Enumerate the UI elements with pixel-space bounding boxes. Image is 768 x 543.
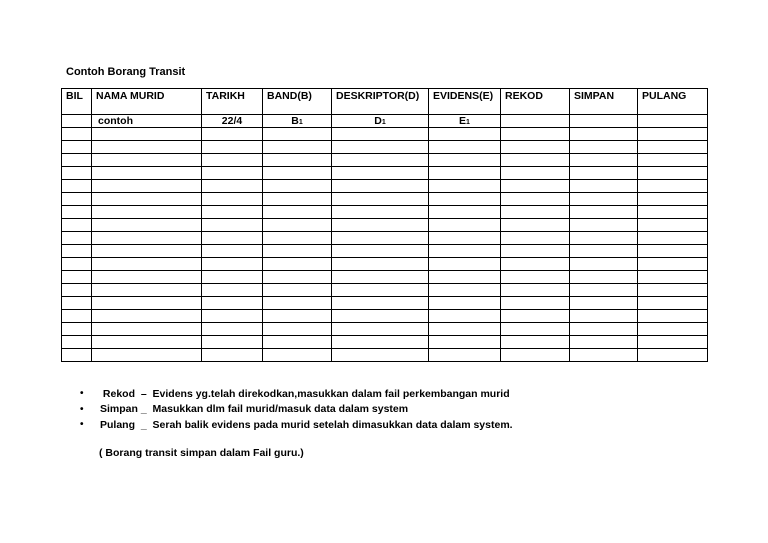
table-cell[interactable] xyxy=(263,310,332,323)
table-cell[interactable] xyxy=(263,245,332,258)
table-cell[interactable] xyxy=(92,271,202,284)
table-cell[interactable] xyxy=(429,154,501,167)
table-cell[interactable] xyxy=(332,232,429,245)
table-cell[interactable] xyxy=(202,193,263,206)
table-cell[interactable] xyxy=(429,349,501,362)
cell-nama[interactable]: contoh xyxy=(92,115,202,128)
table-cell[interactable] xyxy=(92,349,202,362)
table-cell[interactable] xyxy=(263,180,332,193)
evidens-value: E xyxy=(459,115,467,127)
table-cell[interactable] xyxy=(92,323,202,336)
table-cell[interactable] xyxy=(570,245,638,258)
table-row xyxy=(62,141,708,154)
bullet-icon: • xyxy=(80,403,84,415)
table-cell[interactable] xyxy=(202,206,263,219)
table-cell[interactable] xyxy=(638,180,708,193)
table-cell[interactable] xyxy=(429,232,501,245)
cell-bil[interactable] xyxy=(62,115,92,128)
table-cell[interactable] xyxy=(92,180,202,193)
bullet-icon: • xyxy=(80,388,84,400)
table-cell[interactable] xyxy=(62,297,92,310)
table-cell[interactable] xyxy=(501,180,570,193)
table-cell[interactable] xyxy=(202,232,263,245)
table-cell[interactable] xyxy=(62,271,92,284)
table-row xyxy=(62,349,708,362)
table-cell[interactable] xyxy=(501,154,570,167)
table-cell[interactable] xyxy=(332,141,429,154)
table-cell[interactable] xyxy=(62,232,92,245)
table-cell[interactable] xyxy=(332,336,429,349)
table-cell[interactable] xyxy=(638,167,708,180)
table-cell[interactable] xyxy=(501,141,570,154)
table-cell[interactable] xyxy=(638,128,708,141)
table-row xyxy=(62,180,708,193)
header-pulang: PULANG xyxy=(638,89,708,115)
header-rekod: REKOD xyxy=(501,89,570,115)
table-cell[interactable] xyxy=(202,154,263,167)
table-cell[interactable] xyxy=(638,336,708,349)
table-cell[interactable] xyxy=(429,167,501,180)
table-cell[interactable] xyxy=(202,180,263,193)
table-cell[interactable] xyxy=(638,258,708,271)
table-cell[interactable] xyxy=(202,128,263,141)
table-cell[interactable] xyxy=(62,206,92,219)
table-cell[interactable] xyxy=(638,349,708,362)
header-tarikh: TARIKH xyxy=(202,89,263,115)
table-cell[interactable] xyxy=(501,219,570,232)
table-cell[interactable] xyxy=(638,297,708,310)
table-cell[interactable] xyxy=(638,310,708,323)
table-cell[interactable] xyxy=(429,271,501,284)
transit-form-table xyxy=(61,88,708,362)
bullet-icon: • xyxy=(80,419,84,431)
table-cell[interactable] xyxy=(202,167,263,180)
table-cell[interactable] xyxy=(332,206,429,219)
table-cell[interactable] xyxy=(332,297,429,310)
table-cell[interactable] xyxy=(501,284,570,297)
table-cell[interactable] xyxy=(638,245,708,258)
evidens-subscript: 1 xyxy=(466,119,470,126)
table-cell[interactable] xyxy=(570,310,638,323)
table-cell[interactable] xyxy=(570,141,638,154)
table-row xyxy=(62,297,708,310)
table-cell[interactable] xyxy=(570,128,638,141)
table-cell[interactable] xyxy=(332,310,429,323)
note-text: Pulang _ Serah balik evidens pada murid setelah dimasukkan data dalam system. xyxy=(100,418,513,431)
table-header-row xyxy=(62,89,708,115)
table-cell[interactable] xyxy=(638,284,708,297)
table-cell[interactable] xyxy=(429,284,501,297)
deskriptor-subscript: 1 xyxy=(381,119,386,126)
table-cell[interactable] xyxy=(92,193,202,206)
table-row xyxy=(62,128,708,141)
table-cell[interactable] xyxy=(263,154,332,167)
footer-note: ( Borang transit simpan dalam Fail guru.) xyxy=(99,447,304,459)
table-cell[interactable] xyxy=(501,323,570,336)
table-cell[interactable] xyxy=(263,206,332,219)
band-value: B xyxy=(291,115,299,127)
table-cell[interactable] xyxy=(92,297,202,310)
table-cell[interactable] xyxy=(332,128,429,141)
table-cell[interactable] xyxy=(92,336,202,349)
table-cell[interactable] xyxy=(570,336,638,349)
note-simpan xyxy=(80,402,513,418)
table-cell[interactable] xyxy=(570,258,638,271)
table-cell[interactable] xyxy=(263,336,332,349)
table-cell[interactable] xyxy=(638,154,708,167)
header-evidens: EVIDENS(E) xyxy=(429,89,501,115)
table-cell[interactable] xyxy=(429,258,501,271)
table-cell[interactable] xyxy=(570,271,638,284)
table-cell[interactable] xyxy=(263,323,332,336)
table-cell[interactable] xyxy=(429,193,501,206)
table-cell[interactable] xyxy=(202,271,263,284)
table-cell[interactable] xyxy=(62,154,92,167)
table-row xyxy=(62,245,708,258)
table-cell[interactable] xyxy=(332,271,429,284)
notes-list xyxy=(80,386,513,433)
table-cell[interactable] xyxy=(501,245,570,258)
note-text: Simpan _ Masukkan dlm fail murid/masuk data dalam system xyxy=(100,403,409,416)
table-row xyxy=(62,310,708,323)
table-cell[interactable] xyxy=(92,128,202,141)
table-cell[interactable] xyxy=(429,310,501,323)
table-cell[interactable] xyxy=(570,284,638,297)
note-pulang xyxy=(80,417,513,433)
table-row xyxy=(62,323,708,336)
cell-tarikh[interactable]: 22/4 xyxy=(202,115,263,128)
table-cell[interactable] xyxy=(62,349,92,362)
table-cell[interactable] xyxy=(92,258,202,271)
cell-evidens[interactable] xyxy=(429,115,501,128)
table-cell[interactable] xyxy=(638,232,708,245)
table-cell[interactable] xyxy=(263,232,332,245)
table-cell[interactable] xyxy=(332,219,429,232)
table-cell[interactable] xyxy=(202,323,263,336)
table-cell[interactable] xyxy=(263,284,332,297)
table-cell[interactable] xyxy=(62,310,92,323)
form-title: Contoh Borang Transit xyxy=(66,66,186,78)
table-cell[interactable] xyxy=(263,297,332,310)
table-cell[interactable] xyxy=(429,206,501,219)
table-row xyxy=(62,284,708,297)
table-cell[interactable] xyxy=(263,128,332,141)
table-cell[interactable] xyxy=(62,323,92,336)
table-cell[interactable] xyxy=(429,141,501,154)
cell-simpan[interactable] xyxy=(570,115,638,128)
table-cell[interactable] xyxy=(202,310,263,323)
table-cell[interactable] xyxy=(92,154,202,167)
table-cell[interactable] xyxy=(501,349,570,362)
table-row xyxy=(62,271,708,284)
table-cell[interactable] xyxy=(501,258,570,271)
table-cell[interactable] xyxy=(332,180,429,193)
table-row xyxy=(62,167,708,180)
deskriptor-value: D xyxy=(374,115,382,127)
cell-pulang[interactable] xyxy=(638,115,708,128)
note-text: Rekod – Evidens yg.telah direkodkan,masukkan dalam fail perkembangan murid xyxy=(100,387,510,400)
table-cell[interactable] xyxy=(332,154,429,167)
table-cell[interactable] xyxy=(92,284,202,297)
table-row xyxy=(62,232,708,245)
table-cell[interactable] xyxy=(332,258,429,271)
table-cell[interactable] xyxy=(263,349,332,362)
table-cell[interactable] xyxy=(429,245,501,258)
table-cell[interactable] xyxy=(570,297,638,310)
table-row xyxy=(62,193,708,206)
table-row xyxy=(62,154,708,167)
table-cell[interactable] xyxy=(501,310,570,323)
table-cell[interactable] xyxy=(429,336,501,349)
table-cell[interactable] xyxy=(501,336,570,349)
table-cell[interactable] xyxy=(570,323,638,336)
table-cell[interactable] xyxy=(202,297,263,310)
table-cell[interactable] xyxy=(638,271,708,284)
cell-rekod[interactable] xyxy=(501,115,570,128)
table-cell[interactable] xyxy=(638,193,708,206)
table-cell[interactable] xyxy=(501,271,570,284)
table-cell[interactable] xyxy=(202,219,263,232)
table-cell[interactable] xyxy=(332,193,429,206)
table-cell[interactable] xyxy=(92,245,202,258)
example-row xyxy=(62,115,708,128)
table-row xyxy=(62,206,708,219)
table-cell[interactable] xyxy=(570,193,638,206)
table-cell[interactable] xyxy=(62,167,92,180)
table-cell[interactable] xyxy=(202,284,263,297)
table-cell[interactable] xyxy=(62,258,92,271)
note-rekod xyxy=(80,386,513,402)
header-deskriptor: DESKRIPTOR(D) xyxy=(332,89,429,115)
table-cell[interactable] xyxy=(202,258,263,271)
table-cell[interactable] xyxy=(429,219,501,232)
table-cell[interactable] xyxy=(570,154,638,167)
table-cell[interactable] xyxy=(62,128,92,141)
table-cell[interactable] xyxy=(92,232,202,245)
table-cell[interactable] xyxy=(332,349,429,362)
table-cell[interactable] xyxy=(570,349,638,362)
table-cell[interactable] xyxy=(62,245,92,258)
table-cell[interactable] xyxy=(332,167,429,180)
table-cell[interactable] xyxy=(202,349,263,362)
table-cell[interactable] xyxy=(638,219,708,232)
table-cell[interactable] xyxy=(501,232,570,245)
table-cell[interactable] xyxy=(263,258,332,271)
table-cell[interactable] xyxy=(332,323,429,336)
table-cell[interactable] xyxy=(570,232,638,245)
table-cell[interactable] xyxy=(501,206,570,219)
table-cell[interactable] xyxy=(202,141,263,154)
table-cell[interactable] xyxy=(501,297,570,310)
table-cell[interactable] xyxy=(263,167,332,180)
table-cell[interactable] xyxy=(202,336,263,349)
table-cell[interactable] xyxy=(202,245,263,258)
table-cell[interactable] xyxy=(570,206,638,219)
table-cell[interactable] xyxy=(570,180,638,193)
header-bil: BIL xyxy=(62,89,92,115)
band-subscript: 1 xyxy=(298,119,303,126)
table-cell[interactable] xyxy=(429,297,501,310)
table-cell[interactable] xyxy=(62,193,92,206)
table-row xyxy=(62,336,708,349)
table-cell[interactable] xyxy=(638,141,708,154)
table-cell[interactable] xyxy=(92,310,202,323)
table-cell[interactable] xyxy=(62,284,92,297)
table-cell[interactable] xyxy=(501,167,570,180)
table-cell[interactable] xyxy=(570,167,638,180)
table-cell[interactable] xyxy=(638,323,708,336)
table-cell[interactable] xyxy=(638,206,708,219)
table-cell[interactable] xyxy=(62,141,92,154)
header-band: BAND(B) xyxy=(263,89,332,115)
table-cell[interactable] xyxy=(332,245,429,258)
table-cell[interactable] xyxy=(263,271,332,284)
table-cell[interactable] xyxy=(501,128,570,141)
table-cell[interactable] xyxy=(92,206,202,219)
table-cell[interactable] xyxy=(92,167,202,180)
header-simpan: SIMPAN xyxy=(570,89,638,115)
table-cell[interactable] xyxy=(429,128,501,141)
table-cell[interactable] xyxy=(332,284,429,297)
table-row xyxy=(62,219,708,232)
table-cell[interactable] xyxy=(62,336,92,349)
table-cell[interactable] xyxy=(429,323,501,336)
table-cell[interactable] xyxy=(429,180,501,193)
table-cell[interactable] xyxy=(92,141,202,154)
table-cell[interactable] xyxy=(263,193,332,206)
table-cell[interactable] xyxy=(570,219,638,232)
cell-band[interactable] xyxy=(263,115,332,128)
header-nama-murid: NAMA MURID xyxy=(92,89,202,115)
empty-rows-body xyxy=(62,128,708,362)
table-cell[interactable] xyxy=(62,180,92,193)
table-cell[interactable] xyxy=(92,219,202,232)
table-cell[interactable] xyxy=(501,193,570,206)
table-cell[interactable] xyxy=(263,141,332,154)
cell-deskriptor[interactable] xyxy=(332,115,429,128)
table-cell[interactable] xyxy=(62,219,92,232)
table-cell[interactable] xyxy=(263,219,332,232)
table-row xyxy=(62,258,708,271)
